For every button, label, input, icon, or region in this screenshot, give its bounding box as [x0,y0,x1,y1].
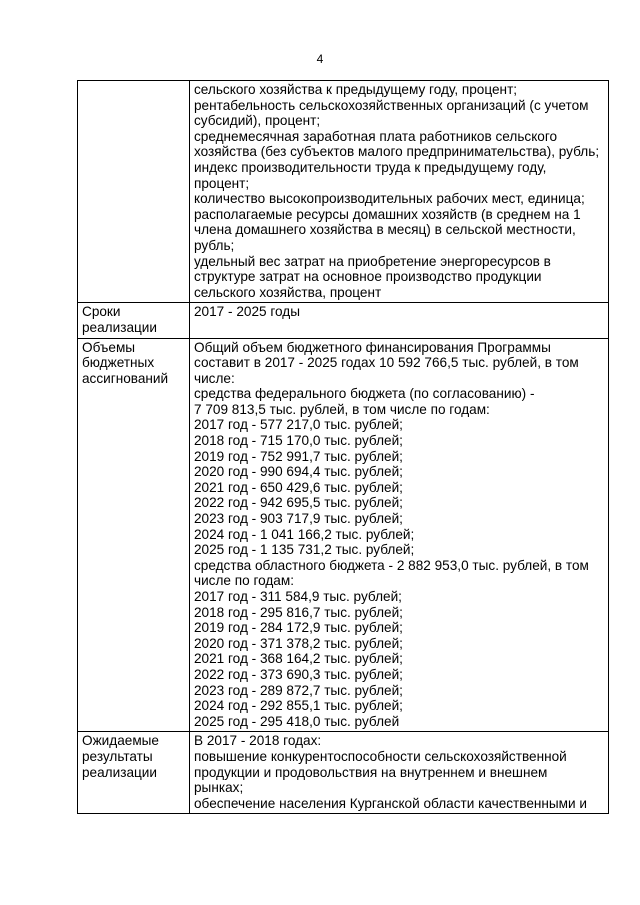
page-number: 4 [316,52,324,66]
row-content-cell [190,338,609,732]
row-content-cell [190,303,609,338]
row-content-line: 2018 год - 295 816,7 тыс. рублей; [194,604,403,620]
row-content-line: 2024 год - 1 041 166,2 тыс. рублей; [194,526,415,542]
row-content-line: 2021 год - 650 429,6 тыс. рублей; [194,479,403,495]
row-content-line: 2019 год - 752 991,7 тыс. рублей; [194,448,403,464]
row-content-line: средства федерального бюджета (по согласованию) - [194,386,535,402]
row-content-line: 2022 год - 942 695,5 тыс. рублей; [194,495,403,511]
row-content-cell [190,81,609,303]
row-content-line: удельный вес затрат на приобретение энергоресурсов в [194,253,551,269]
table-row [78,338,609,732]
row-label-line: бюджетных [82,355,155,371]
row-label-cell [78,732,190,814]
row-label-line: ассигнований [82,370,169,386]
row-content-line: среднемесячная заработная плата работников сельского [194,128,558,144]
row-label-line: реализации [82,319,157,335]
row-content-line: субсидий), процент; [194,113,321,129]
row-content-line: рубль; [194,237,235,253]
row-label-line: результаты [82,748,153,764]
row-content-line: члена домашнего хозяйства в месяц) в сельской местности, [194,222,576,238]
table-row [78,303,609,338]
row-content-line: 7 709 813,5 тыс. рублей, в том числе по годам: [194,401,490,417]
row-content-line: 2019 год - 284 172,9 тыс. рублей; [194,620,403,636]
program-passport-table [77,80,609,814]
row-content-line: 2017 год - 311 584,9 тыс. рублей; [194,589,402,604]
row-content-line: числе: [194,370,235,386]
row-content-line: структуре затрат на основное производство продукции [194,269,542,285]
row-label-line: Сроки [82,304,121,320]
row-content-line: 2024 год - 292 855,1 тыс. рублей; [194,698,403,714]
row-label-line: Объемы [82,339,136,355]
row-content-cell [190,732,609,814]
row-content-line: 2017 год - 577 217,0 тыс. рублей; [194,417,403,433]
row-content-line: сельского хозяйства, процент [194,284,382,300]
row-content-line: продукции и продовольствия на внутреннем и внешнем [194,764,548,780]
row-label-cell [78,81,190,303]
row-content-line: 2023 год - 903 717,9 тыс. рублей; [194,511,403,527]
row-content-line: индекс производительности труда к предыдущему году, [194,159,547,175]
row-content-line: составит в 2017 - 2025 годах 10 592 766,5 тыс. рублей, в том [194,355,579,371]
row-label-line: реализации [82,764,157,780]
row-content-line: Общий объем бюджетного финансирования Программы [194,339,551,355]
row-label-line: Ожидаемые [82,733,159,749]
row-content-line: 2020 год - 371 378,2 тыс. рублей; [194,635,403,651]
row-label-cell [78,338,190,732]
row-content-line: повышение конкурентоспособности сельскохозяйственной [194,748,567,764]
row-content-line: количество высокопроизводительных рабочих мест, единица; [194,191,585,207]
row-content-line: средства областного бюджета - 2 882 953,0 тыс. рублей, в том [194,557,589,573]
table-row [78,732,609,814]
row-content-line: числе по годам: [194,573,294,589]
table-row [78,81,609,303]
row-content-line: 2025 год - 1 135 731,2 тыс. рублей; [194,542,415,558]
row-content-line: 2018 год - 715 170,0 тыс. рублей; [194,433,403,449]
row-content-line: 2017 - 2025 годы [194,304,300,320]
row-content-line: 2023 год - 289 872,7 тыс. рублей; [194,682,403,698]
row-content-line: рентабельность сельскохозяйственных организаций (с учетом [194,97,589,113]
row-content-line: рынках; [194,780,244,796]
row-content-line: 2025 год - 295 418,0 тыс. рублей [194,713,400,729]
row-content-line: обеспечение населения Курганской области качественными и [194,795,587,811]
row-content-line: В 2017 - 2018 годах: [194,733,322,749]
row-content-line: 2021 год - 368 164,2 тыс. рублей; [194,651,403,667]
row-content-line: располагаемые ресурсы домашних хозяйств (в среднем на 1 [194,206,581,222]
row-content-line: сельского хозяйства к предыдущему году, процент; [194,82,518,97]
row-content-line: хозяйства (без субъектов малого предпринимательства), рубль; [194,144,600,160]
row-content-line: 2020 год - 990 694,4 тыс. рублей; [194,464,403,480]
row-label-cell [78,303,190,338]
row-content-line: 2022 год - 373 690,3 тыс. рублей; [194,666,403,682]
row-content-line: процент; [194,175,250,191]
